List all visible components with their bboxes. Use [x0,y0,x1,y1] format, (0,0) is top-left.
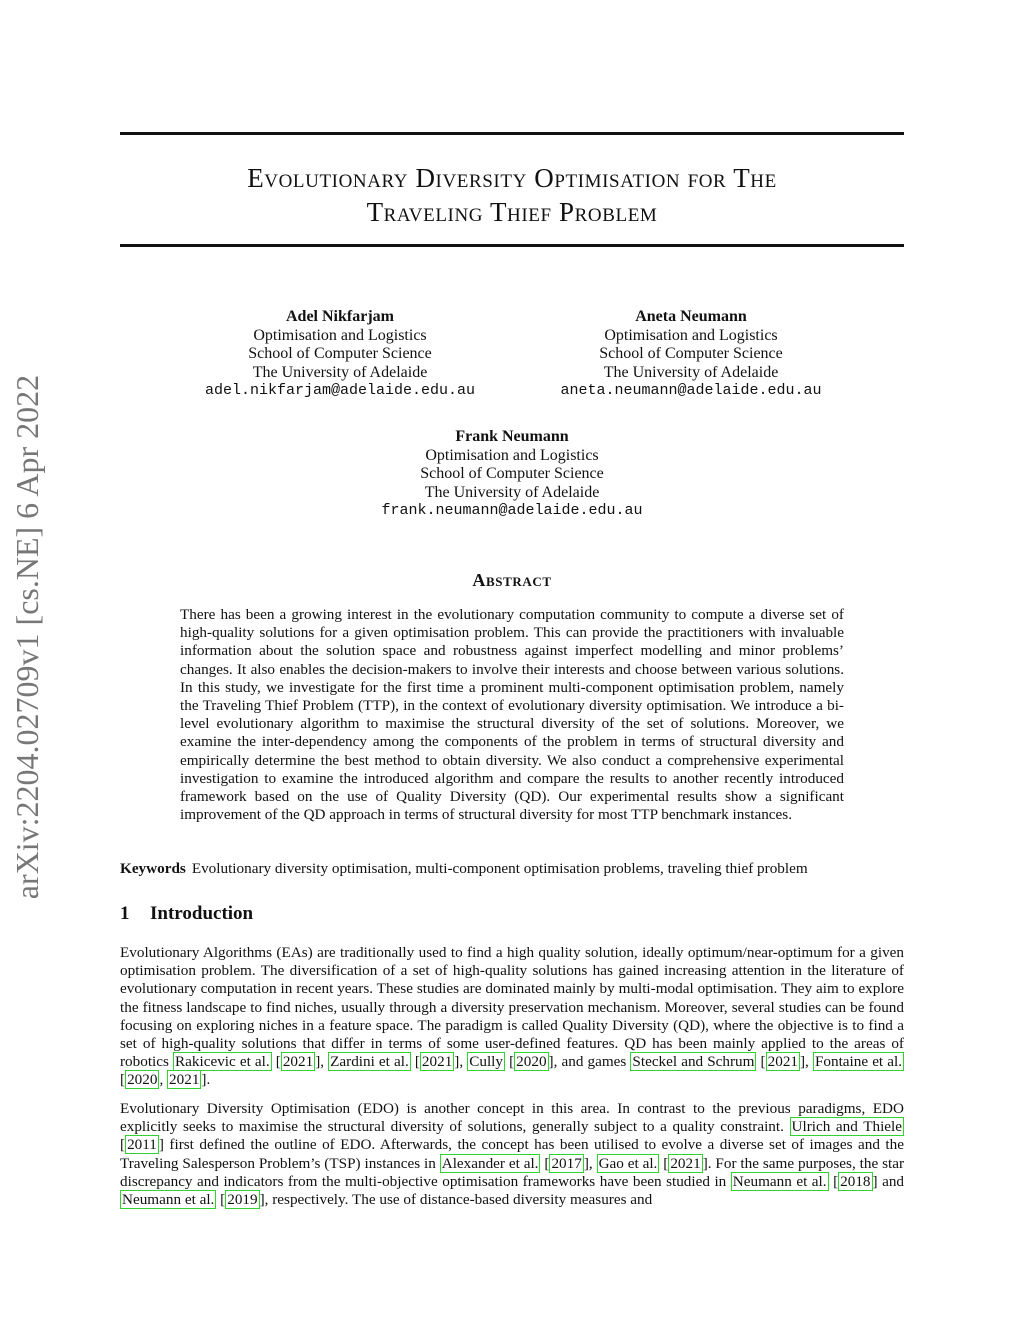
abstract-heading: Abstract [472,570,552,590]
paragraph-text: . For the same purposes, the star discrepancy and indicators from the multi-objective optimisation frameworks have been studied in [120,1154,904,1190]
author-block-3 [352,428,672,521]
citation-year-link[interactable]: 2021 [282,1053,314,1071]
citation-link[interactable]: Ulrich and Thiele [791,1118,902,1136]
author-dept: Optimisation and Logistics [604,326,778,344]
section-heading [120,903,253,925]
author-email[interactable]: adel.nikfarjam@adelaide.edu.au [204,382,476,399]
citation-year-link[interactable]: 2019 [227,1191,258,1209]
citation-year-link[interactable]: 2021 [767,1053,798,1071]
author-university: The University of Adelaide [603,363,779,381]
keywords-line [120,860,904,878]
author-email[interactable]: frank.neumann@adelaide.edu.au [381,502,643,519]
citation-link[interactable]: Steckel and Schrum [632,1053,755,1071]
paper-title-line-2: Traveling Thief Problem [366,197,658,227]
author-university: The University of Adelaide [424,483,600,501]
title-top-rule [120,132,904,135]
intro-paragraph-1: Evolutionary Algorithms (EAs) are traditionally used to find a high quality solution, ideally optimum/near-optimum for a given optimisation problem. The diversification of a set of high-quality solutions has gained increasing attention in the literature of evolutionary computation in recent years. These studies are dominated mainly by multi-modal optimisation. They aim to explore the fitness landscape to find niches, usually through a diversity preservation mechanism. Moreover, several studies can be found focusing on exploring niches in a feature space. The paradigm is called Quality Diversity (QD), where the objective is to find a set of high-quality solutions that differ in terms of some user-defined features. QD has been mainly applied to the areas of robotics Rakicevic et al. [ 2021 ], Zardini et al. [ 2021 ], Cully [ 2020 ], and games Steckel and Schrum [ 2021 ], Fontaine et al. [ 2020 , 2021 ]. [120,944,904,1089]
paragraph-text: first defined the outline of EDO. Afterwards, the concept has been utilised to evolve a diverse set of images and the Traveling Salesperson Problem’s (TSP) instances in [120,1136,904,1172]
paragraph-text: and [877,1172,905,1190]
author-school: School of Computer Science [420,465,604,482]
citation-year-link[interactable]: 2018 [840,1172,871,1190]
author-name: Frank Neumann [455,428,569,445]
citation-year-link[interactable]: 2021 [169,1071,200,1089]
keywords-text: Evolutionary diversity optimisation, multi-component optimisation problems, traveling thief problem [191,860,808,877]
citation-year-link[interactable]: 2020 [127,1071,158,1089]
paragraph-text: , respectively. The use of distance-based diversity measures and [264,1191,653,1209]
citation-link[interactable]: Zardini et al. [330,1053,409,1071]
citation-link[interactable]: Fontaine et al. [814,1053,903,1071]
author-name: Aneta Neumann [635,308,747,325]
citation-link[interactable]: Rakicevic et al. [175,1053,270,1071]
citation-year-link[interactable]: 2011 [127,1136,157,1154]
author-school: School of Computer Science [599,345,783,362]
author-school: School of Computer Science [248,345,432,362]
author-university: The University of Adelaide [252,363,428,381]
author-email[interactable]: aneta.neumann@adelaide.edu.au [560,382,822,399]
author-block-2 [531,308,851,401]
abstract-text: There has been a growing interest in the evolutionary computation community to compute a diverse set of high-quality solutions for a given optimisation problem. This can provide the practitioners with invaluable information about the solution space and robustness against imperfect modelling and minor problems’ changes. It also enables the decision-makers to involve their interests and choose between various solutions. In this study, we investigate for the first time a prominent multi-component optimisation problem, namely the Traveling Thief Problem (TTP), in the context of evolutionary diversity optimisation. We introduce a bi-level evolutionary algorithm to maximise the structural diversity of the set of solutions. Moreover, we examine the inter-dependency among the components of the problem in terms of structural diversity and empirically determine the best method to obtain diversity. We also conduct a comprehensive experimental investigation to examine the introduced algorithm and compare the results to another recently introduced framework based on the use of Quality Diversity (QD). Our experimental results show a significant improvement of the QD approach in terms of structural diversity for most TTP benchmark instances. [180,606,844,824]
citation-link[interactable]: Gao et al. [598,1154,658,1172]
citation-year-link[interactable]: 2020 [516,1053,547,1071]
citation-link[interactable]: Neumann et al. [122,1191,215,1209]
citation-year-link[interactable]: 2021 [670,1154,701,1172]
citation-year-link[interactable]: 2017 [551,1154,582,1172]
section-title: Introduction [150,903,254,924]
paragraph-text: Evolutionary Diversity Optimisation (EDO) is another concept in this area. In contrast to the previous paradigms, EDO explicitly seeks to maximise the structural diversity of solutions, generally subject to a quality constraint. [120,1100,904,1136]
citation-link[interactable]: Alexander et al. [441,1154,539,1172]
title-bottom-rule [120,244,904,247]
keywords-label: Keywords [120,860,186,877]
intro-paragraph-2: Evolutionary Diversity Optimisation (EDO) is another concept in this area. In contrast to the previous paradigms, EDO explicitly seeks to maximise the structural diversity of solutions, generally subject to a quality constraint. Ulrich and Thiele [ 2011 ] first defined the outline of EDO. Afterwards, the concept has been utilised to evolve a diverse set of images and the Traveling Salesperson Problem’s (TSP) instances in Alexander et al. [ 2017 ], Gao et al. [ 2021 ]. For the same purposes, the star discrepancy and indicators from the multi-objective optimisation frameworks have been studied in Neumann et al. [ 2018 ] and Neumann et al. [ 2019 ], respectively. The use of distance-based diversity measures and [120,1100,905,1209]
arxiv-identifier: arXiv:2204.02709v1 [cs.NE] 6 Apr 2022 [9,374,45,900]
author-dept: Optimisation and Logistics [425,446,599,464]
author-dept: Optimisation and Logistics [253,326,427,344]
citation-year-link[interactable]: 2021 [421,1053,453,1071]
author-block-1 [180,308,500,401]
section-number: 1 [120,903,130,924]
citation-link[interactable]: Neumann et al. [732,1172,827,1190]
paragraph-text: , and games [553,1053,631,1071]
paper-title-line-1: Evolutionary Diversity Optimisation for The [247,163,777,193]
paragraph-text: Evolutionary Algorithms (EAs) are traditionally used to find a high quality solution, ideally optimum/near-optimum for a given optimisation problem. The diversification of a set of high-quality solutions has gained increasing attention in the literature of evolutionary computation in recent years. These studies are dominated mainly by multi-modal optimisation. They aim to explore the fitness landscape to find niches, usually through a diversity preservation mechanism. Moreover, several studies can be found focusing on exploring niches in a feature space. The paradigm is called Quality Diversity (QD), where the objective is to find a set of high-quality solutions that differ in terms of some user-defined features. QD has been mainly applied to the areas of robotics [120,944,904,1071]
author-name: Adel Nikfarjam [286,308,394,325]
citation-link[interactable]: Cully [469,1053,503,1071]
